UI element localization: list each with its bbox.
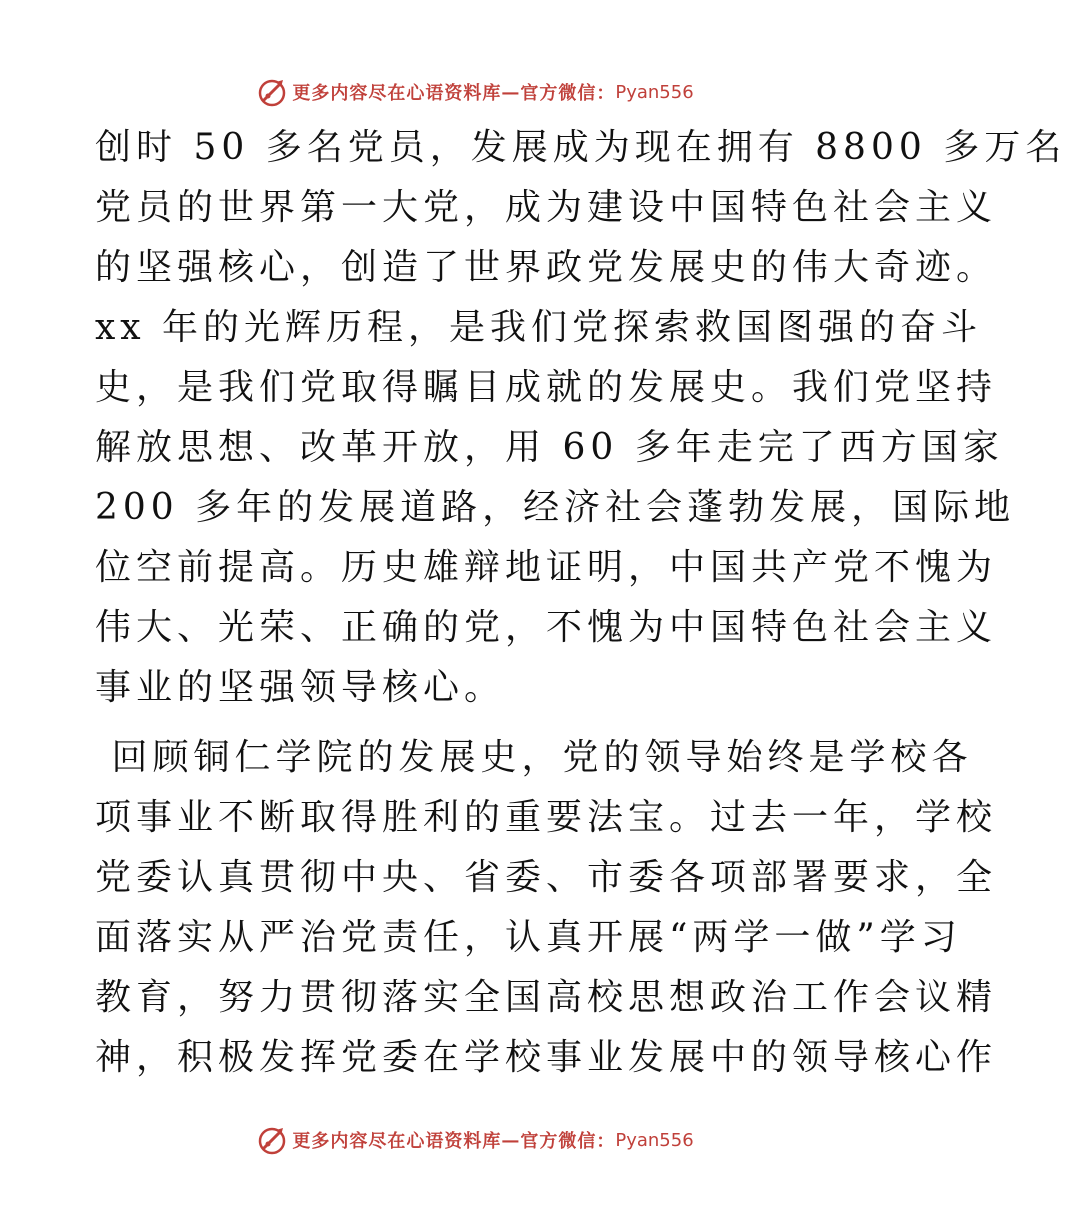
paragraph-1 — [95, 118, 1066, 718]
document-body — [95, 118, 1066, 1088]
header-banner — [0, 72, 950, 112]
banner-dash: — — [501, 81, 521, 103]
text-line: 伟大、光荣、正确的党，不愧为中国特色社会主义 — [95, 607, 998, 648]
text-line: 事业的坚强领导核心。 — [95, 667, 506, 708]
banner-site-text: 更多内容尽在心语资料库 — [292, 1131, 502, 1152]
banner-wechat-id: Pyan556 — [615, 81, 694, 103]
text-line: xx 年的光辉历程，是我们党探索救国图强的奋斗 — [95, 307, 983, 348]
quill-logo-icon — [256, 76, 288, 108]
text-line: 教育，努力贯彻落实全国高校思想政治工作会议精 — [95, 977, 998, 1018]
banner-wechat-label: 官方微信： — [520, 1131, 616, 1152]
text-line: 解放思想、改革开放，用 60 多年走完了西方国家 — [95, 427, 1004, 468]
text-line: 面落实从严治党责任，认真开展“两学一做”学习 — [95, 917, 962, 958]
banner-wechat-id: Pyan556 — [615, 1129, 694, 1151]
text-line: 200 多年的发展道路，经济社会蓬勃发展，国际地 — [95, 487, 1016, 528]
text-line: 神，积极发挥党委在学校事业发展中的领导核心作 — [95, 1037, 998, 1078]
text-line: 位空前提高。历史雄辩地证明，中国共产党不愧为 — [95, 547, 998, 588]
text-line: 史，是我们党取得瞩目成就的发展史。我们党坚持 — [95, 367, 998, 408]
text-line: 党员的世界第一大党，成为建设中国特色社会主义 — [95, 187, 998, 228]
text-line: 的坚强核心，创造了世界政党发展史的伟大奇迹。 — [95, 247, 998, 288]
text-line: 项事业不断取得胜利的重要法宝。过去一年，学校 — [95, 797, 998, 838]
paragraph-2 — [95, 728, 998, 1088]
footer-banner — [0, 1120, 950, 1160]
banner-dash: — — [501, 1129, 521, 1151]
text-line: 回顾铜仁学院的发展史，党的领导始终是学校各 — [95, 737, 973, 778]
banner-site-text: 更多内容尽在心语资料库 — [292, 83, 502, 104]
text-line: 创时 50 多名党员，发展成为现在拥有 8800 多万名 — [95, 127, 1066, 168]
banner-wechat-label: 官方微信： — [520, 83, 616, 104]
text-line: 党委认真贯彻中央、省委、市委各项部署要求，全 — [95, 857, 998, 898]
paragraph-spacer — [95, 718, 855, 728]
quill-logo-icon — [256, 1124, 288, 1156]
